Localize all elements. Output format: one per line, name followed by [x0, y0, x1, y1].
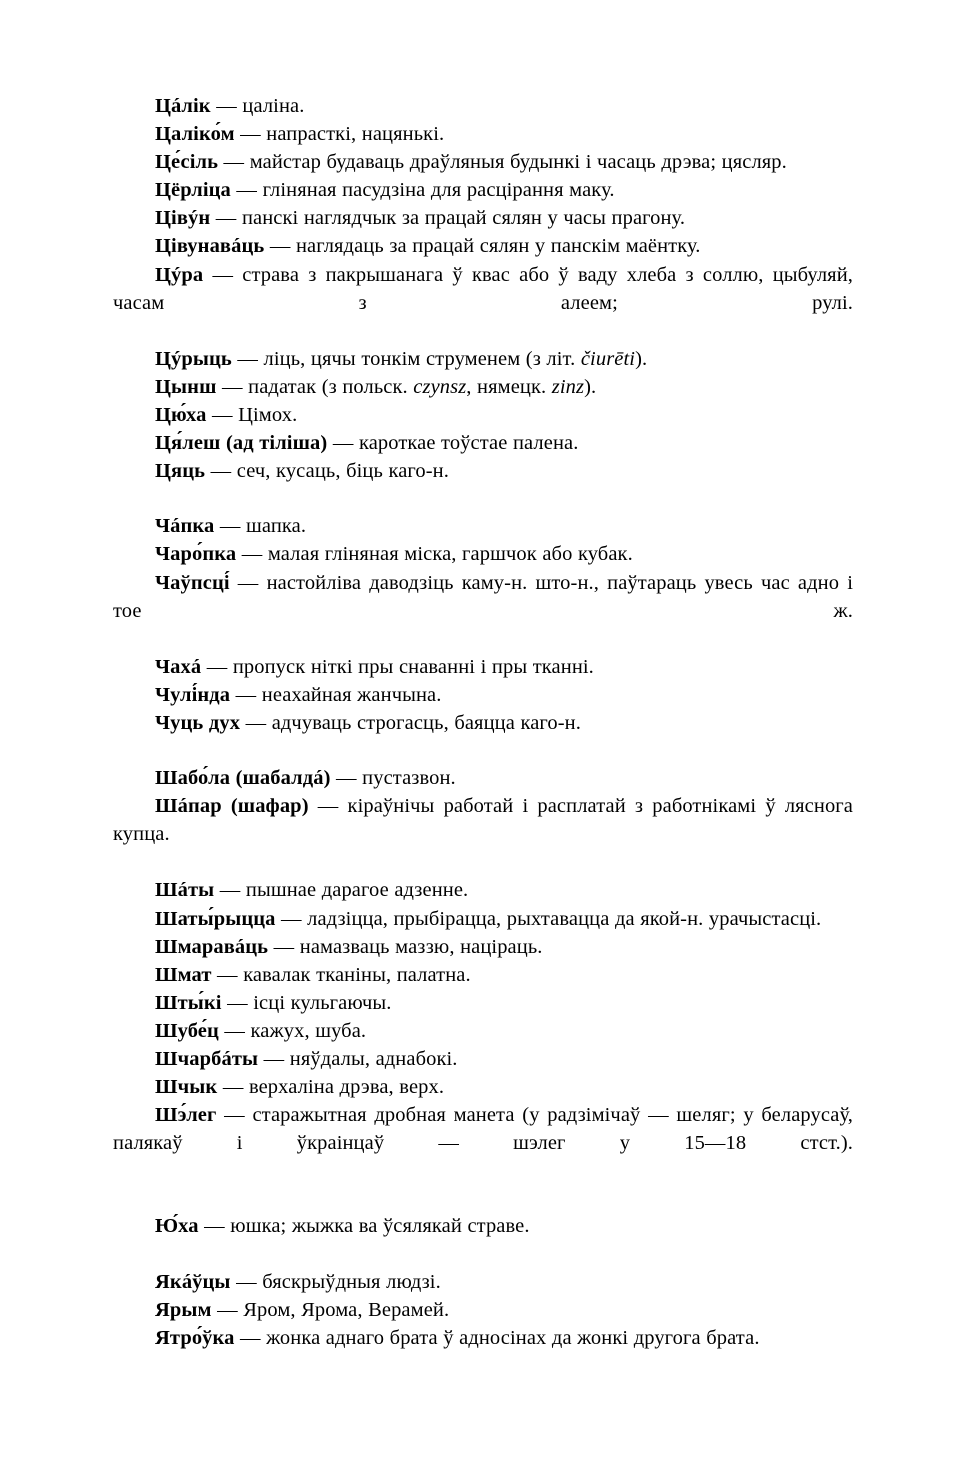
glossary-entry	[113, 961, 853, 989]
entry-definition: неахайная жанчына.	[261, 683, 442, 706]
entry-headword: Чáпка	[155, 515, 215, 538]
glossary-entry	[113, 120, 853, 148]
entry-dash: —	[205, 460, 237, 483]
entry-headword: Шэ́лег	[155, 1104, 217, 1127]
entry-headword: Шты́кі	[155, 991, 222, 1014]
entry-definition: страва з пакрышанага ў квас або ў ваду хлеба з соллю, цыбуляй, часам з алеем; рулі.	[113, 263, 853, 314]
entry-definition: кавалак тканіны, палатна.	[243, 963, 471, 986]
entry-definition: юшка; жыжка ва ўсялякай страве.	[230, 1215, 530, 1238]
entry-definition: кароткае тоўстае палена.	[358, 432, 579, 455]
entry-dash: —	[217, 1076, 249, 1099]
glossary-entry	[113, 1017, 853, 1045]
entry-definition: наглядаць за працай сялян у панскім маёнтку.	[295, 235, 701, 258]
entry-dash: —	[218, 151, 250, 174]
entry-headword: Шáты	[155, 879, 215, 902]
glossary-entry	[113, 989, 853, 1017]
glossary-entry	[113, 1324, 853, 1352]
section-gap	[113, 737, 853, 764]
entry-dash: —	[214, 515, 247, 538]
entry-definition-part: падатак (з польск.	[248, 375, 414, 398]
entry-headword: Шмат	[155, 963, 212, 986]
entry-definition: ісці кульгаючы.	[253, 991, 392, 1014]
entry-definition: верхаліна дрэва, верх.	[248, 1076, 445, 1099]
glossary-entry	[113, 1073, 853, 1101]
entry-headword: Шчык	[155, 1076, 218, 1099]
entry-definition: сеч, кусаць, біць каго-н.	[236, 460, 449, 483]
entry-dash: —	[268, 935, 300, 958]
entry-definition: цаліна.	[242, 95, 305, 117]
entry-definition: пустазвон.	[362, 767, 456, 790]
glossary-entry	[113, 569, 853, 653]
entry-dash: —	[206, 404, 239, 427]
glossary-entry	[113, 176, 853, 204]
entry-headword: Чаро́пка	[155, 543, 237, 566]
glossary-entry	[113, 1045, 853, 1073]
entry-headword: Ю́ха	[155, 1215, 199, 1238]
glossary-entry	[113, 401, 853, 429]
glossary-entry	[113, 232, 853, 260]
entry-dash: —	[236, 543, 268, 566]
entry-dash: —	[198, 1215, 231, 1238]
glossary-entry	[113, 512, 853, 540]
entry-headword: Цýрыць	[155, 347, 232, 370]
entry-dash: —	[240, 711, 272, 734]
glossary-text-block	[113, 92, 853, 1352]
glossary-entry	[113, 933, 853, 961]
entry-headword: Цівунавáць	[155, 235, 265, 258]
entry-headword: Це́сіль	[155, 151, 219, 174]
glossary-entry	[113, 1268, 853, 1296]
entry-headword: Цёрліца	[155, 179, 231, 202]
entry-headword: Ятро́ўка	[155, 1326, 235, 1349]
entry-definition: пышнае дарагое адзенне.	[245, 879, 469, 902]
glossary-entry	[113, 792, 853, 876]
entry-etymon: czynsz	[413, 375, 467, 398]
entry-definition: панскі наглядчык за працай сялян у часы прагону.	[241, 207, 686, 230]
entry-dash: —	[231, 347, 264, 370]
glossary-entry	[113, 876, 853, 904]
entry-definition: ладзіцца, прыбірацца, рыхтавацца да якой-н. урачыстасці.	[307, 907, 822, 930]
entry-headword: Цяць	[155, 460, 206, 483]
entry-definition-part: ).	[584, 375, 597, 398]
entry-definition: настойліва даводзіць каму-н. што-н., паўтараць увесь час адно і тое ж.	[113, 571, 854, 622]
entry-dash: —	[308, 795, 348, 818]
entry-dash: —	[211, 963, 244, 986]
entry-headword: Якáўцы	[155, 1270, 231, 1293]
entry-definition-part: , нямецк.	[466, 375, 552, 398]
entry-dash: —	[216, 1104, 253, 1127]
entry-definition: намазваць маззю, націраць.	[299, 935, 543, 958]
entry-definition: Яром, Ярома, Верамей.	[243, 1298, 450, 1321]
entry-headword: Цаліко́м	[155, 123, 235, 146]
glossary-entry	[113, 373, 853, 401]
glossary-entry	[113, 429, 853, 457]
entry-dash: —	[210, 95, 243, 117]
glossary-entry	[113, 709, 853, 737]
entry-dash: —	[264, 235, 296, 258]
glossary-entry	[113, 1212, 853, 1240]
entry-definition: старажытная дробная манета (у радзімічаў — шеляг; у беларусаў, палякаў і ўкраінцаў — шэлег у 15—18 стст.).	[113, 1104, 853, 1155]
entry-dash: —	[201, 655, 233, 678]
entry-headword: Ця́леш (ад тіліша)	[155, 432, 328, 455]
entry-etymon: zinz	[551, 375, 585, 398]
entry-definition: пропуск ніткі пры снаванні і пры тканні.	[232, 655, 594, 678]
entry-headword: Шубе́ц	[155, 1019, 219, 1042]
glossary-entry	[113, 653, 853, 681]
entry-definition: шапка.	[246, 515, 307, 538]
entry-dash: —	[211, 1298, 244, 1321]
entry-headword: Цынш	[155, 375, 217, 398]
glossary-entry	[113, 540, 853, 568]
entry-definition: гліняная пасудзіна для расцірання маку.	[262, 179, 615, 202]
entry-dash: —	[234, 123, 267, 146]
section-gap	[113, 1185, 853, 1212]
glossary-entry	[113, 905, 853, 933]
glossary-entry	[113, 345, 853, 373]
entry-dash: —	[327, 432, 359, 455]
entry-headword: Цю́ха	[155, 404, 207, 427]
entry-definition-part: ліць, цячы тонкім струменем (з літ.	[263, 347, 581, 370]
entry-dash: —	[230, 179, 263, 202]
glossary-entry	[113, 261, 853, 345]
entry-dash: —	[216, 375, 249, 398]
entry-definition: няўдалы, аднабокі.	[289, 1048, 458, 1070]
entry-headword: Цáлік	[155, 95, 211, 117]
entry-dash: —	[258, 1048, 290, 1070]
entry-definition: майстар будаваць драўляныя будынкі і часаць дрэва; цясляр.	[249, 151, 787, 174]
entry-dash: —	[230, 683, 262, 706]
entry-definition: жонка аднаго брата ў адносінах да жонкі другога брата.	[266, 1326, 760, 1349]
entry-headword: Чахá	[155, 655, 202, 678]
entry-definition: Цімох.	[238, 404, 298, 427]
entry-dash: —	[203, 263, 243, 286]
entry-definition: малая гліняная міска, гаршчок або кубак.	[267, 543, 633, 566]
entry-dash: —	[275, 907, 308, 930]
section-gap	[113, 1241, 853, 1268]
entry-headword: Шчарбáты	[155, 1048, 259, 1070]
entry-definition: кіраўнічы работай і расплатай з работнікамі ў ляснога купца.	[113, 795, 853, 846]
entry-definition: напрасткі, нацянькі.	[266, 123, 445, 146]
entry-dash: —	[218, 1019, 251, 1042]
section-gap	[113, 485, 853, 512]
entry-headword: Шмаравáць	[155, 935, 269, 958]
entry-headword: Ярым	[155, 1298, 212, 1321]
entry-dash: —	[229, 571, 267, 594]
entry-dash: —	[221, 991, 254, 1014]
entry-dash: —	[234, 1326, 267, 1349]
entry-dash: —	[214, 879, 246, 902]
entry-headword: Цýра	[155, 263, 204, 286]
entry-definition: адчуваць строгасць, баяцца каго-н.	[271, 711, 581, 734]
glossary-entry	[113, 764, 853, 792]
glossary-entry	[113, 204, 853, 232]
entry-headword: Шáпар (шафар)	[155, 795, 309, 818]
glossary-entry	[113, 681, 853, 709]
entry-dash: —	[330, 767, 363, 790]
entry-dash: —	[230, 1270, 263, 1293]
entry-definition: бяскрыўдныя людзі.	[262, 1270, 441, 1293]
entry-etymon: čiurēti	[580, 347, 636, 370]
glossary-entry	[113, 148, 853, 176]
entry-headword: Шабо́ла (шабалдá)	[155, 767, 331, 790]
entry-headword: Чаўпсці́	[155, 571, 230, 594]
entry-headword: Цівýн	[155, 207, 211, 230]
entry-definition-part: ).	[635, 347, 648, 370]
glossary-entry	[113, 1296, 853, 1324]
glossary-entry	[113, 457, 853, 485]
entry-definition: кажух, шуба.	[250, 1019, 367, 1042]
entry-dash: —	[210, 207, 242, 230]
entry-headword: Чулі́нда	[155, 683, 231, 706]
glossary-entry	[113, 92, 853, 120]
glossary-entry	[113, 1101, 853, 1185]
entry-headword: Шаты́рыцца	[155, 907, 276, 930]
entry-headword: Чуць дух	[155, 711, 241, 734]
